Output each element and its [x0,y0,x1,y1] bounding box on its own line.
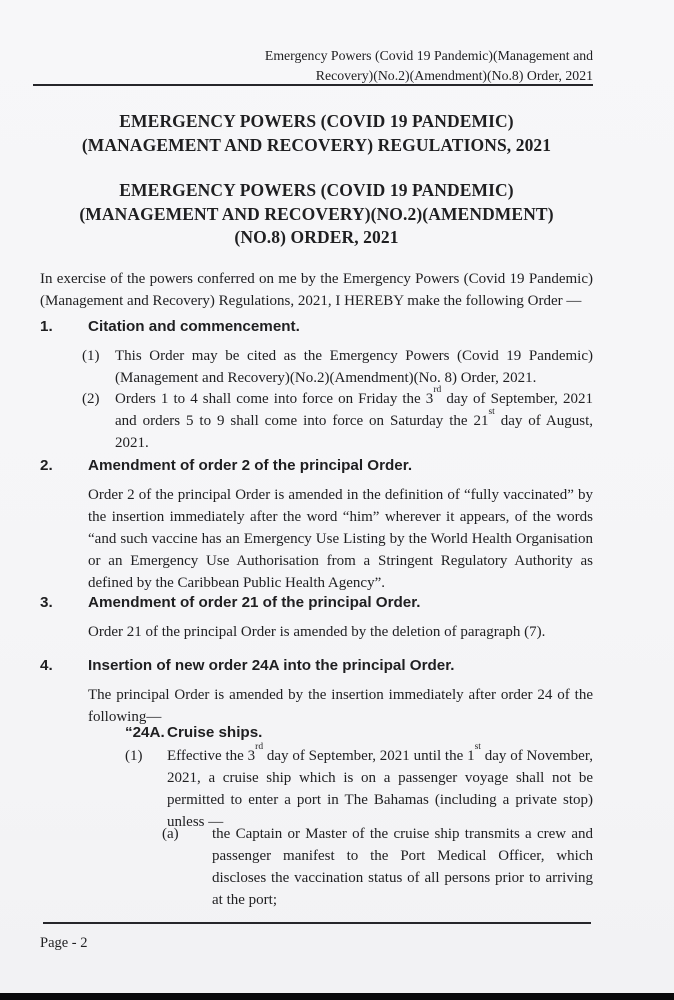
section-2-body: Order 2 of the principal Order is amended in the definition of “fully vaccinated” by the insertion immediately after the word “him” wherever it appears, of the words “and such vaccine has an Emergency Use Listing by the World Health Organisation or an Emergency Use Authorisation from a Stringent Regulatory Authority as defined by the Caribbean Public Health Agency”. [88,487,593,591]
order-title-line-2: (MANAGEMENT AND RECOVERY)(NO.2)(AMENDMENT) [79,203,554,224]
clause-1-1-text: This Order may be cited as the Emergency Powers (Covid 19 Pandemic) (Management and Recovery)(No.2)(Amendment)(No. 8) Order, 2021. [115,348,593,386]
section-3-heading-text: Amendment of order 21 of the principal Order. [88,594,421,611]
section-2-heading [40,456,593,476]
regulations-title-line-1: EMERGENCY POWERS (COVID 19 PANDEMIC) [119,111,514,131]
section-1-heading-text: Citation and commencement. [88,318,300,335]
regulations-title [40,109,593,157]
clause-24a-1-segment: Effective the 3 [167,748,256,764]
order-title-line-1: EMERGENCY POWERS (COVID 19 PANDEMIC) [119,180,514,200]
ordinal-superscript: st [488,407,495,418]
section-3-heading [40,593,593,613]
clause-24a-1-number: (1) [125,748,143,764]
running-header [40,46,593,86]
clause-24a-1-segment: day of September, 2021 until the 1 [263,748,475,764]
section-2-heading-text: Amendment of order 2 of the principal Order. [88,457,413,474]
scanner-edge-bar [0,993,674,1000]
section-2-number: 2. [40,457,53,474]
clause-1-2-text [115,385,593,454]
running-header-line-2: Recovery)(No.2)(Amendment)(No.8) Order, 2021 [315,68,593,83]
section-4-number: 4. [40,657,53,674]
clause-1-2-number: (2) [82,391,100,407]
section-1-heading [40,317,593,337]
footer-rule [43,922,591,924]
ordinal-superscript: rd [433,385,442,396]
section-4-heading [40,656,593,676]
ordinal-superscript: st [474,742,481,753]
subclause-a [162,823,593,911]
section-1-number: 1. [40,318,53,335]
preamble-paragraph: In exercise of the powers conferred on me by the Emergency Powers (Covid 19 Pandemic) (Management and Recovery) Regulations, 2021, I HEREBY make the following Order — [40,271,593,309]
order-title-line-3: (NO.8) ORDER, 2021 [234,227,399,247]
clause-24a-1-segment: day of November, 2021, a cruise ship which is on a passenger voyage shall not be permitted to enter a port in The Bahamas (including a private stop) unless — [167,748,593,830]
clause-1-2 [82,385,593,454]
page-number: Page - 2 [40,935,88,951]
subclause-a-text: the Captain or Master of the cruise ship transmits a crew and passenger manifest to the Port Medical Officer, which discloses the vaccination status of all persons prior to arriving at the port; [212,826,593,908]
section-4-body: The principal Order is amended by the insertion immediately after order 24 of the following— [88,687,593,725]
header-rule [33,84,593,86]
clause-24a-1-text [167,742,593,833]
clause-1-2-segment: Orders 1 to 4 shall come into force on Friday the 3 [115,391,434,407]
section-4-heading-text: Insertion of new order 24A into the principal Order. [88,657,455,674]
subclause-a-number: (a) [162,826,179,842]
inserted-order-24a-heading [125,722,593,743]
running-header-line-1: Emergency Powers (Covid 19 Pandemic)(Management and [264,48,593,63]
inserted-order-24a-heading-text: Cruise ships. [167,724,263,741]
section-3-number: 3. [40,594,53,611]
clause-24a-1 [125,742,593,833]
clause-1-2-segment: day of September, 2021 and orders 5 to 9 shall come into force on Saturday the 21 [115,391,593,429]
clause-1-1 [82,345,593,389]
document-content [40,0,593,1000]
inserted-order-24a-number: “24A. [125,724,165,741]
ordinal-superscript: rd [255,742,264,753]
section-3-body: Order 21 of the principal Order is amended by the deletion of paragraph (7). [88,624,546,640]
clause-1-1-number: (1) [82,348,100,364]
order-title [40,179,593,250]
regulations-title-line-2: (MANAGEMENT AND RECOVERY) REGULATIONS, 2021 [81,135,552,155]
clause-1-2-segment: day of August, 2021. [115,413,593,451]
